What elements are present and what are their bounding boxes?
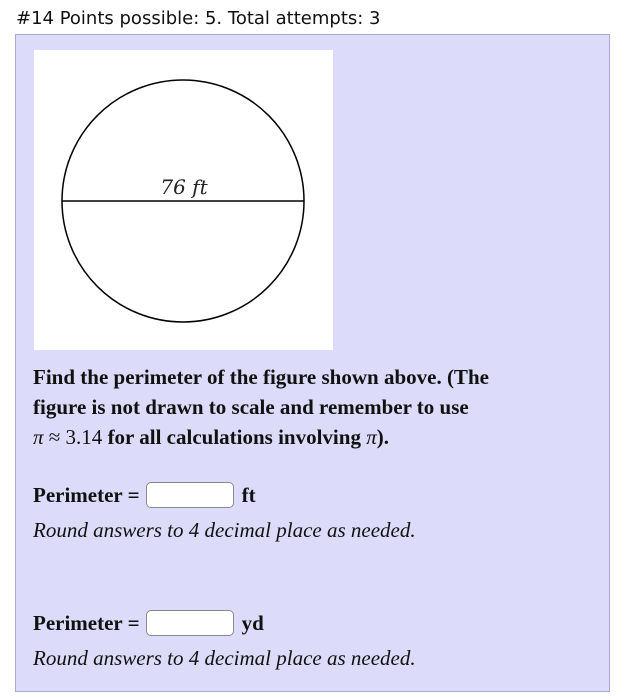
question-line-2: figure is not drawn to scale and remember to use — [33, 395, 469, 419]
pi-symbol-2: π — [366, 425, 377, 449]
diameter-label: 76 ft — [160, 175, 208, 199]
pi-symbol: π — [33, 425, 44, 449]
question-close: ). — [376, 425, 389, 449]
unit-yd: yd — [241, 610, 264, 635]
question-line-3 — [33, 422, 553, 452]
answer-row-ft — [33, 482, 256, 508]
question-line-1: Find the perimeter of the figure shown above. (The — [33, 365, 489, 389]
perimeter-label-yd: Perimeter = — [33, 610, 140, 635]
perimeter-label-ft: Perimeter = — [33, 482, 140, 507]
perimeter-ft-input[interactable] — [146, 482, 234, 508]
circle-diagram — [34, 50, 333, 350]
unit-ft: ft — [241, 482, 256, 507]
rounding-hint-ft: Round answers to 4 decimal place as needed. — [33, 518, 416, 542]
perimeter-yd-input[interactable] — [146, 610, 234, 636]
circle-figure — [34, 50, 333, 350]
question-header: #14 Points possible: 5. Total attempts: 3 — [16, 8, 381, 29]
question-text — [33, 362, 553, 452]
pi-approx: ≈ 3.14 — [48, 425, 103, 449]
question-panel — [15, 34, 610, 692]
rounding-hint-yd: Round answers to 4 decimal place as needed. — [33, 646, 416, 670]
answer-row-yd — [33, 610, 264, 636]
question-line-3-text: for all calculations involving — [107, 425, 361, 449]
